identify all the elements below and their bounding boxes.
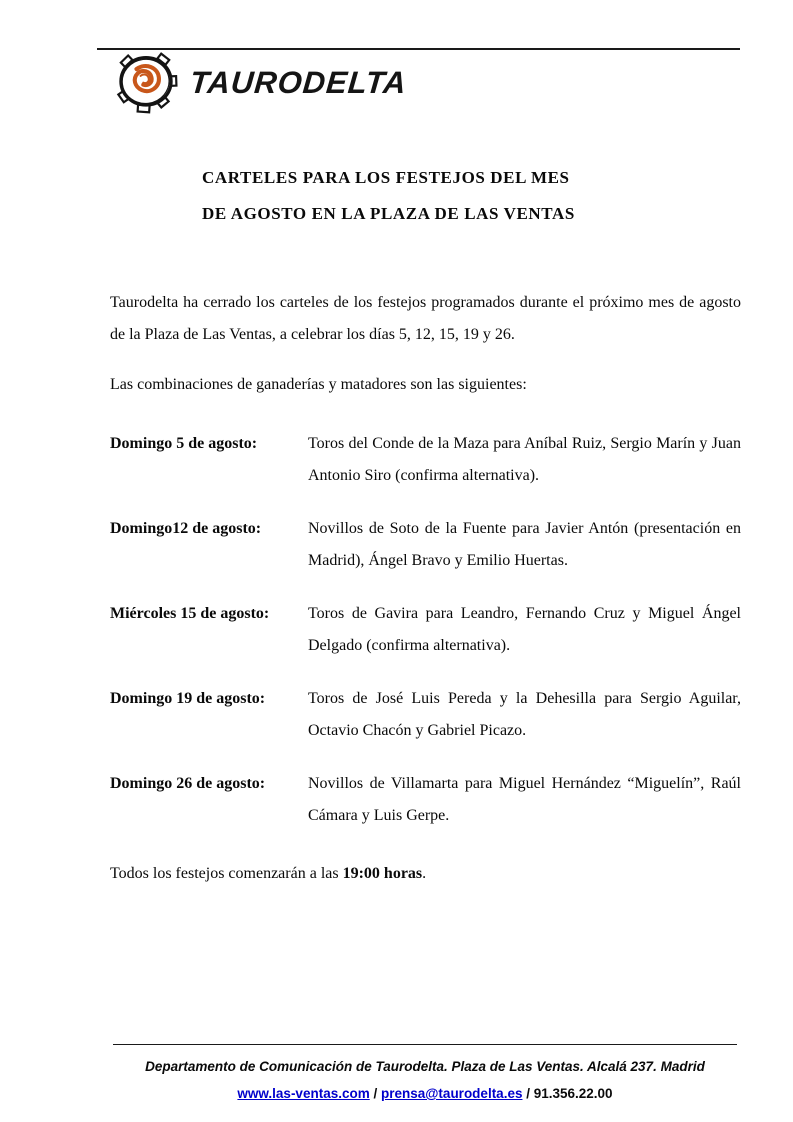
closing-text: Todos los festejos comenzarán a las <box>110 865 343 882</box>
email-link[interactable]: prensa@taurodelta.es <box>381 1086 523 1101</box>
footer-separator: / <box>522 1086 534 1101</box>
schedule-date-label: Domingo 19 de agosto: <box>110 690 266 707</box>
footer-address: Departamento de Comunicación de Taurodelta. Plaza de Las Ventas. Alcalá 237. Madrid <box>145 1059 705 1074</box>
schedule-description: Novillos de Villamarta para Miguel Hernández “Miguelín”, Raúl Cámara y Luis Gerpe. <box>308 775 741 824</box>
page-title-line2: DE AGOSTO EN LA PLAZA DE LAS VENTAS <box>202 204 575 223</box>
website-link[interactable]: www.las-ventas.com <box>237 1086 370 1101</box>
schedule-date-label: Domingo 5 de agosto: <box>110 435 258 452</box>
footer-rule <box>113 1044 737 1045</box>
schedule-row <box>110 513 741 577</box>
schedule-description: Toros del Conde de la Maza para Aníbal Ruiz, Sergio Marín y Juan Antonio Siro (confirma alternativa). <box>308 435 741 484</box>
schedule-description: Toros de Gavira para Leandro, Fernando Cruz y Miguel Ángel Delgado (confirma alternativa). <box>308 605 741 654</box>
combinations-heading: Las combinaciones de ganaderías y matadores son las siguientes: <box>110 376 527 393</box>
closing-time: 19:00 horas <box>342 865 423 882</box>
footer-phone: 91.356.22.00 <box>533 1086 613 1101</box>
schedule-row <box>110 598 741 662</box>
closing-line <box>110 858 741 890</box>
page-title-line1: CARTELES PARA LOS FESTEJOS DEL MES <box>202 168 570 187</box>
schedule-row <box>110 428 741 492</box>
schedule-description: Novillos de Soto de la Fuente para Javier Antón (presentación en Madrid), Ángel Bravo y Emilio Huertas. <box>308 520 741 569</box>
closing-period: . <box>422 865 427 882</box>
schedule-row <box>110 683 741 747</box>
page-title <box>202 160 575 232</box>
schedule-date-label: Domingo12 de agosto: <box>110 520 262 537</box>
schedule-row <box>110 768 741 832</box>
footer-separator: / <box>369 1086 381 1101</box>
brand-name: TAURODELTA <box>188 65 409 100</box>
schedule-description: Toros de José Luis Pereda y la Dehesilla para Sergio Aguilar, Octavio Chacón y Gabriel Picazo. <box>308 690 741 739</box>
taurodelta-logo <box>112 50 407 114</box>
bullring-icon <box>112 50 180 114</box>
footer <box>113 1053 737 1107</box>
schedule-date-label: Domingo 26 de agosto: <box>110 775 266 792</box>
schedule-date-label: Miércoles 15 de agosto: <box>110 605 270 622</box>
intro-paragraph: Taurodelta ha cerrado los carteles de los festejos programados durante el próximo mes de agosto de la Plaza de Las Ventas, a celebrar los días 5, 12, 15, 19 y 26. <box>110 294 741 343</box>
footer-contacts <box>113 1080 737 1107</box>
